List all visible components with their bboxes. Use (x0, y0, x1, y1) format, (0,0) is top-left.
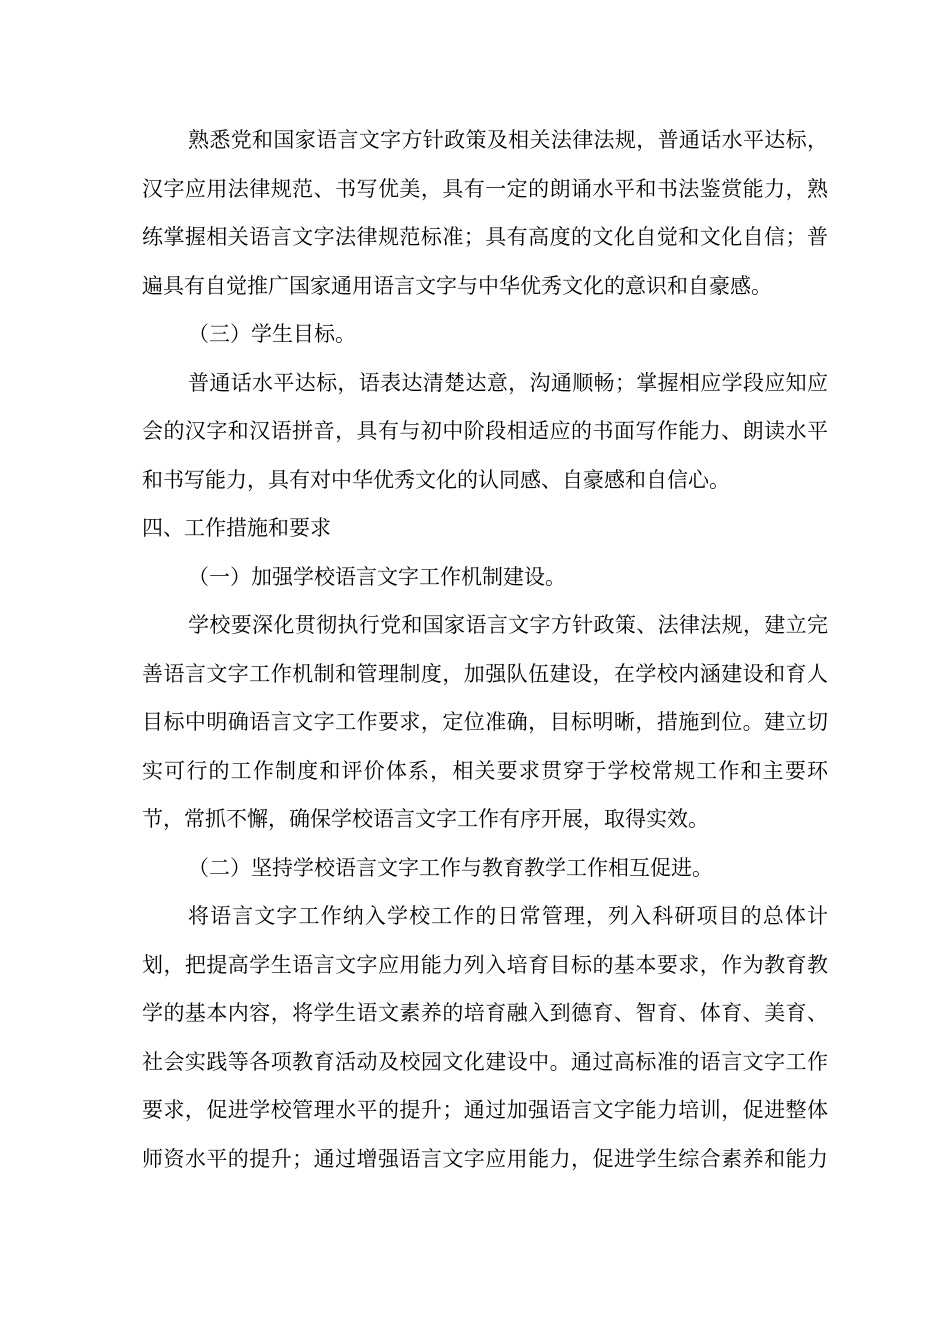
paragraph-teacher-goal (142, 116, 828, 310)
paragraph-integration (142, 892, 828, 1183)
subsection-heading-mechanism: （一）加强学校语言文字工作机制建设。 (188, 564, 566, 589)
text-line: 社会实践等各项教育活动及校园文化建设中。通过高标准的语言文字工作 (142, 1049, 828, 1074)
text-line: 善语言文字工作机制和管理制度，加强队伍建设，在学校内涵建设和育人 (142, 661, 828, 686)
text-line: 将语言文字工作纳入学校工作的日常管理，列入科研项目的总体计 (188, 904, 828, 928)
text-line: 会的汉字和汉语拼音，具有与初中阶段相适应的书面写作能力、朗读水平 (142, 419, 828, 443)
section-heading-measures: 四、工作措施和要求 (142, 516, 331, 540)
text-line: 汉字应用法律规范、书写优美，具有一定的朗诵水平和书法鉴赏能力，熟 (142, 176, 828, 201)
text-line: 和书写能力，具有对中华优秀文化的认同感、自豪感和自信心。 (142, 467, 730, 492)
paragraph-mechanism (142, 601, 828, 844)
document-page (142, 116, 828, 1183)
text-line: 普通话水平达标，语表达清楚达意，沟通顺畅；掌握相应学段应知应 (188, 370, 828, 395)
text-line: 学校要深化贯彻执行党和国家语言文字方针政策、法律法规，建立完 (188, 613, 828, 637)
text-line: 练掌握相关语言文字法律规范标准；具有高度的文化自觉和文化自信；普 (142, 225, 828, 249)
text-line: 学的基本内容，将学生语文素养的培育融入到德育、智育、体育、美育、 (142, 1001, 828, 1025)
paragraph-student-goal (142, 359, 828, 505)
text-line: 节，常抓不懈，确保学校语言文字工作有序开展，取得实效。 (142, 807, 709, 831)
text-line: 熟悉党和国家语言文字方针政策及相关法律法规，普通话水平达标， (188, 128, 828, 152)
text-line: 遍具有自觉推广国家通用语言文字与中华优秀文化的意识和自豪感。 (142, 273, 772, 298)
section-heading-student-goal: （三）学生目标。 (188, 322, 356, 346)
text-line: 目标中明确语言文字工作要求，定位准确，目标明晰，措施到位。建立切 (142, 710, 828, 734)
text-line: 师资水平的提升；通过增强语言文字应用能力，促进学生综合素养和能力 (142, 1146, 828, 1171)
subsection-heading-integration: （二）坚持学校语言文字工作与教育教学工作相互促进。 (188, 855, 713, 880)
text-line: 实可行的工作制度和评价体系，相关要求贯穿于学校常规工作和主要环 (142, 758, 828, 783)
text-line: 要求，促进学校管理水平的提升；通过加强语言文字能力培训，促进整体 (142, 1098, 828, 1122)
text-line: 划，把提高学生语言文字应用能力列入培育目标的基本要求，作为教育教 (142, 952, 828, 977)
